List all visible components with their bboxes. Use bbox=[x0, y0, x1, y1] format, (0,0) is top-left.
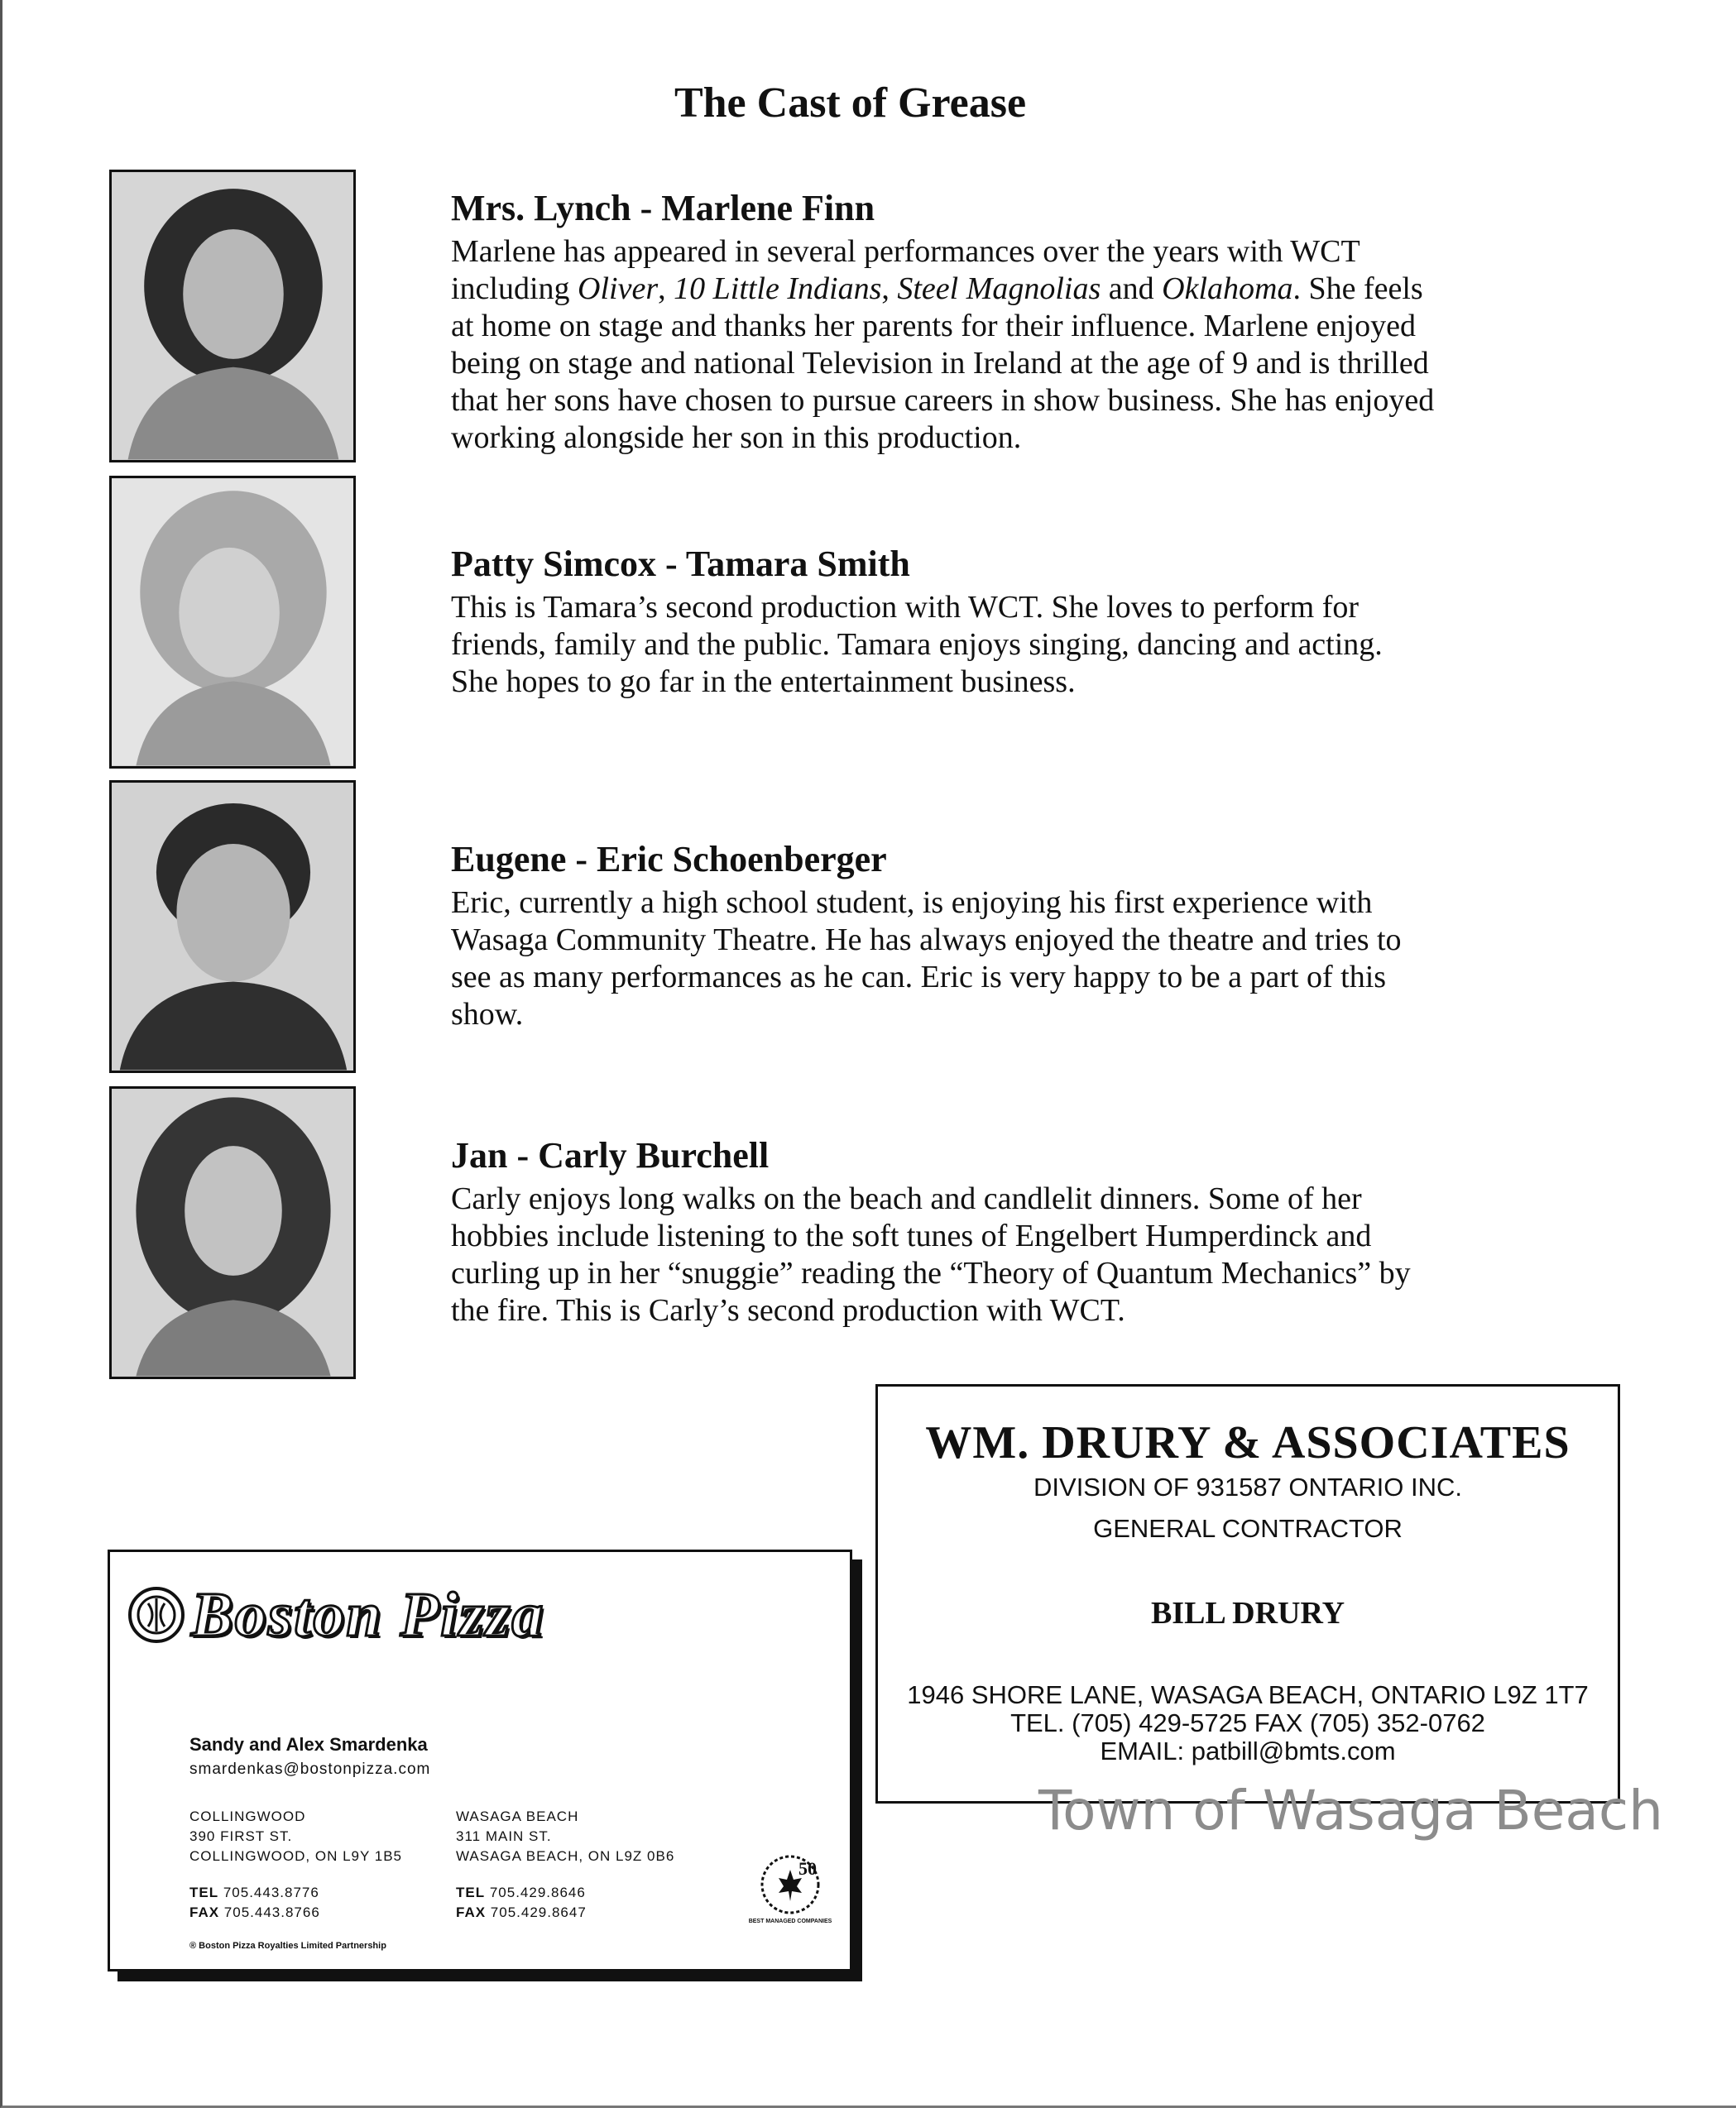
bp-fax-label: FAX bbox=[189, 1904, 220, 1920]
bp-email: smardenkas@bostonpizza.com bbox=[189, 1761, 431, 1778]
drury-contact-person: BILL DRURY bbox=[1150, 1596, 1345, 1631]
bp-fax: 705.443.8766 bbox=[223, 1904, 320, 1920]
cast-bio-text: Eric, currently a high school student, is enjoying his first experience with Wasaga Community Theatre. He has always enjoyed the theatre and tries to see as many performances as he can. Eric is very happy to be a part of this show. bbox=[451, 885, 1402, 1032]
drury-contact-block bbox=[878, 1681, 1618, 1765]
bp-owners: Sandy and Alex Smardenka bbox=[189, 1734, 428, 1755]
drury-ad bbox=[875, 1384, 1620, 1804]
bp-location-city: COLLINGWOOD bbox=[189, 1809, 306, 1824]
bp-tel-label: TEL bbox=[456, 1885, 486, 1900]
page-title: The Cast of Grease bbox=[674, 79, 1027, 127]
cast-photo-marlene bbox=[109, 170, 356, 462]
bp-location-wasaga bbox=[456, 1807, 674, 1866]
bp-contact-collingwood bbox=[189, 1883, 320, 1923]
cast-bio-text: Marlene has appeared in several performances over the years with WCT including Oliver, 10 Little Indians, Steel Magnolias and Oklahoma. She feels at home on stage and thanks her parents for their influence. Marlene enjoyed being on stage and national Television in Ireland at the age of 9 and is thrilled that her sons have chosen to pursue careers in show business. She has enjoyed working alongside her son in this production. bbox=[451, 234, 1435, 456]
best-managed-companies-badge-icon bbox=[748, 1850, 832, 1929]
boston-pizza-ad bbox=[108, 1550, 852, 1971]
badge-number: 50 bbox=[798, 1858, 817, 1879]
cast-name: Eugene - Eric Schoenberger bbox=[451, 839, 887, 879]
bp-fax: 705.429.8647 bbox=[490, 1904, 587, 1920]
bp-footer: ® Boston Pizza Royalties Limited Partnership bbox=[189, 1941, 386, 1951]
bp-contact-wasaga bbox=[456, 1883, 587, 1923]
cast-bio-text: Carly enjoys long walks on the beach and candlelit dinners. Some of her hobbies include listening to the soft tunes of Engelbert Humperdinck and curling up in her “snuggie” reading the “Theory of Quantum Mechanics” by the fire. This is Carly’s second production with WCT. bbox=[451, 1181, 1411, 1329]
cast-photo-eric bbox=[109, 780, 356, 1073]
bp-location-city-line: WASAGA BEACH, ON L9Z 0B6 bbox=[456, 1848, 675, 1864]
drury-role: GENERAL CONTRACTOR bbox=[1093, 1514, 1403, 1543]
bp-fax-label: FAX bbox=[456, 1904, 487, 1920]
cast-photo-tamara bbox=[109, 476, 356, 769]
cast-bio-carly bbox=[451, 1136, 1618, 1329]
cast-photo-carly bbox=[109, 1086, 356, 1379]
drury-phone-fax: TEL. (705) 429-5725 FAX (705) 352-0762 bbox=[1010, 1708, 1485, 1737]
boston-pizza-emblem-icon bbox=[127, 1585, 186, 1645]
bp-tel: 705.429.8646 bbox=[489, 1885, 586, 1900]
drury-email: EMAIL: patbill@bmts.com bbox=[1100, 1737, 1396, 1765]
boston-pizza-wordmark: Boston Pizza bbox=[191, 1580, 545, 1650]
cast-bio-tamara bbox=[451, 544, 1618, 701]
portrait-icon bbox=[112, 478, 353, 766]
cast-name: Jan - Carly Burchell bbox=[451, 1135, 770, 1176]
bp-location-street: 390 FIRST ST. bbox=[189, 1828, 293, 1844]
bp-tel-label: TEL bbox=[189, 1885, 219, 1900]
portrait-icon bbox=[112, 1089, 353, 1377]
cast-name: Mrs. Lynch - Marlene Finn bbox=[451, 188, 875, 228]
bp-location-city: WASAGA BEACH bbox=[456, 1809, 579, 1824]
watermark: Town of Wasaga Beach bbox=[1038, 1779, 1663, 1842]
bp-location-collingwood bbox=[189, 1807, 402, 1866]
portrait-icon bbox=[112, 172, 353, 460]
cast-bio-eric bbox=[451, 840, 1618, 1033]
bp-tel: 705.443.8776 bbox=[223, 1885, 319, 1900]
drury-company-name: WM. DRURY & ASSOCIATES bbox=[925, 1417, 1571, 1468]
badge-text: BEST MANAGED COMPANIES bbox=[748, 1919, 832, 1924]
bp-location-city-line: COLLINGWOOD, ON L9Y 1B5 bbox=[189, 1848, 402, 1864]
bp-location-street: 311 MAIN ST. bbox=[456, 1828, 552, 1844]
cast-name: Patty Simcox - Tamara Smith bbox=[451, 544, 910, 584]
cast-bio-text: This is Tamara’s second production with WCT. She loves to perform for friends, family and the public. Tamara enjoys singing, dancing and acting. She hopes to go far in the entertainment business. bbox=[451, 590, 1383, 700]
portrait-icon bbox=[112, 783, 353, 1071]
boston-pizza-logo bbox=[127, 1580, 545, 1650]
cast-bio-marlene bbox=[451, 189, 1618, 457]
drury-address: 1946 SHORE LANE, WASAGA BEACH, ONTARIO L9Z 1T7 bbox=[907, 1680, 1589, 1709]
drury-division: DIVISION OF 931587 ONTARIO INC. bbox=[1033, 1473, 1462, 1502]
